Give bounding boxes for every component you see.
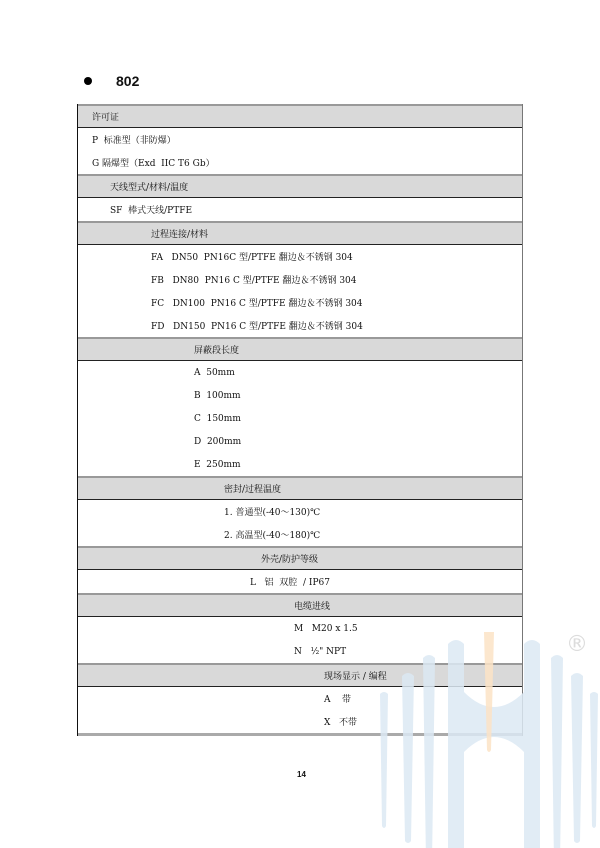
- section-header: [78, 221, 522, 245]
- option-item: FD DN150 PN16 C 型/PTFE 翻边＆不锈钢 304: [151, 322, 363, 332]
- option-item: X 不带: [324, 718, 357, 728]
- option-item: B 100mm: [194, 390, 241, 401]
- option-item: P 标准型（非防爆）: [92, 136, 176, 146]
- section-header: [78, 174, 522, 198]
- section-shield-length: [78, 337, 522, 476]
- section-process-connection: [78, 221, 522, 337]
- option-item: L 铝 双腔 / IP67: [250, 578, 330, 588]
- option-item: FC DN100 PN16 C 型/PTFE 翻边＆不锈钢 304: [151, 299, 363, 309]
- header-label: 现场显示 / 编程: [324, 672, 387, 682]
- header-label: 天线型式/材料/温度: [110, 183, 189, 193]
- section-seal-temperature: [78, 476, 522, 546]
- section-header: [78, 476, 522, 500]
- option-item: 2. 高温型(-40～180)℃: [224, 531, 321, 541]
- section-display: [78, 663, 522, 736]
- option-item: G 隔爆型（Exd IIC T6 Gb）: [92, 159, 215, 169]
- header-label: 电缆进线: [294, 602, 331, 612]
- option-item: C 150mm: [194, 413, 241, 424]
- option-item: A 带: [324, 695, 351, 705]
- section-title: [84, 70, 139, 92]
- section-antenna: [78, 174, 522, 221]
- section-header: [78, 663, 522, 687]
- header-label: 过程连接/材料: [151, 230, 209, 240]
- section-header: [78, 546, 522, 570]
- option-item: N ½" NPT: [294, 646, 347, 657]
- section-header: [78, 593, 522, 617]
- option-item: M M20 x 1.5: [294, 623, 358, 634]
- option-item: D 200mm: [194, 436, 242, 447]
- option-item: FB DN80 PN16 C 型/PTFE 翻边＆不锈钢 304: [151, 276, 357, 286]
- header-label: 许可证: [92, 113, 120, 123]
- section-housing: [78, 546, 522, 593]
- model-number: 802: [116, 73, 140, 89]
- option-item: FA DN50 PN16C 型/PTFE 翻边＆不锈钢 304: [151, 253, 353, 263]
- option-item: E 250mm: [194, 459, 241, 470]
- header-label: 外壳/防护等级: [261, 555, 319, 565]
- bullet-icon: [84, 77, 92, 85]
- section-header: [78, 104, 522, 128]
- section-license: [78, 104, 522, 174]
- header-label: 密封/过程温度: [224, 485, 282, 495]
- header-label: 屏蔽段长度: [194, 346, 240, 356]
- page-number: 14: [297, 770, 306, 779]
- option-item: A 50mm: [194, 367, 235, 378]
- option-item: SF 棒式天线/PTFE: [110, 206, 193, 216]
- option-item: 1. 普通型(-40～130)℃: [224, 508, 321, 518]
- ordering-code-table: [77, 104, 523, 736]
- section-cable-entry: [78, 593, 522, 663]
- section-header: [78, 337, 522, 361]
- registered-mark: ®: [566, 632, 588, 657]
